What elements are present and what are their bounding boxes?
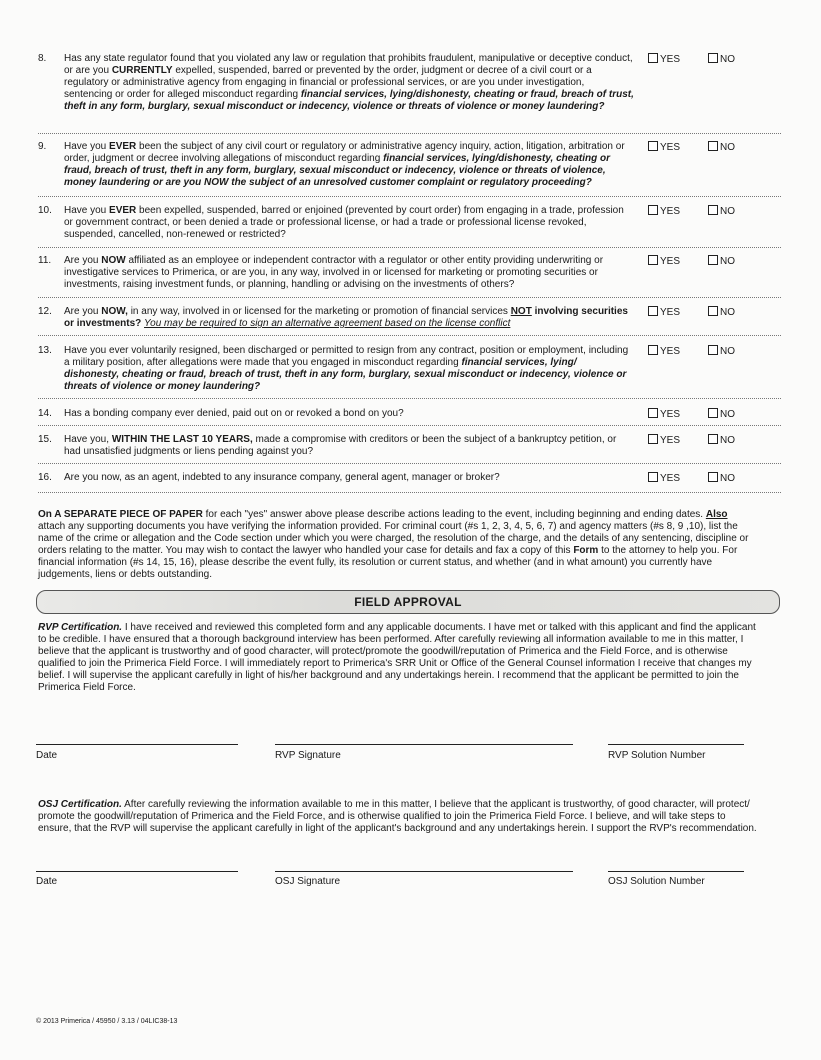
- osj-solution-number-line[interactable]: [608, 871, 744, 872]
- question-text: Are you NOW, in any way, involved in or licensed for the marketing or promotion of financial services NOT involving securities or investments? You may be required to sign an alternative agreement based on the license conflict: [64, 306, 628, 329]
- no-checkbox[interactable]: NO: [708, 434, 735, 447]
- rvp-solution-number-label: RVP Solution Number: [608, 750, 706, 761]
- question-number: 13.: [38, 345, 52, 356]
- osj-date-line[interactable]: [36, 871, 238, 872]
- no-checkbox[interactable]: NO: [708, 408, 735, 421]
- question-number: 14.: [38, 408, 52, 419]
- question-number: 15.: [38, 434, 52, 445]
- rvp-signature-line[interactable]: [275, 744, 573, 745]
- yes-checkbox[interactable]: YES: [648, 345, 680, 358]
- instructions-paragraph: On A SEPARATE PIECE OF PAPER for each "yes" answer above please describe actions leading to the event, including beginning and ending dates. Also attach any supporting documents you have verifying the information provided. For criminal court (#s 1, 2, 3, 4, 5, 6, 7) and agency matters (#s 8, 9 ,10), list the name of the crime or allegation and the Code section under which you were charged, the resolution of the charge, and the details of any sentencing, discipline or orders relating to the matter. You may wish to contact the lawyer who handled your case for details and fax a copy of this Form to the attorney to help you. For financial information (#s 14, 15, 16), please describe the event fully, its resolution or current status, and whether (and in what amount) you currently have judgements, liens or debts outstanding.: [38, 509, 749, 580]
- question-number: 16.: [38, 472, 52, 483]
- question-number: 9.: [38, 141, 47, 152]
- osj-solution-number-label: OSJ Solution Number: [608, 876, 705, 887]
- no-checkbox[interactable]: NO: [708, 141, 735, 154]
- divider: [38, 196, 781, 197]
- osj-certification: OSJ Certification. After carefully reviewing the information available to me in this matter, I believe that the applicant is trustworthy, of good character, will protect/ promote the goodwill/reputation of Primerica and the Field Force, and is otherwise qualified to join the Primerica Field Force. I believe, and will take steps to ensure, that the RVP will supervise the applicant carefully in light of the applicant's background and any undertakings herein. I support the RVP's recommendation.: [38, 799, 757, 834]
- question-number: 12.: [38, 306, 52, 317]
- rvp-date-label: Date: [36, 750, 58, 761]
- rvp-date-line[interactable]: [36, 744, 238, 745]
- rvp-signature-label: RVP Signature: [275, 750, 341, 761]
- yes-checkbox[interactable]: YES: [648, 434, 680, 447]
- question-text: Have you EVER been the subject of any civil court or regulatory or administrative agency inquiry, action, litigation, arbitration or order, judgment or decree involving allegations of misconduct regarding financial services, lying/dishonesty, cheating or fraud, breach of trust, theft in any form, burglary, sexual misconduct or indecency, violence or threats of violence, money laundering or are you NOW the subject of an unresolved customer complaint or regulatory proceeding?: [64, 141, 625, 188]
- question-text: Have you ever voluntarily resigned, been discharged or permitted to resign from any contract, position or employment, including a military position, after allegations were made that you engaged in misconduct regarding financial services, lying/ dishonesty, cheating or fraud, breach of trust, theft in any form, burglary, sexual misconduct or indecency, violence or threats of violence or money laundering?: [64, 345, 629, 392]
- yes-checkbox[interactable]: YES: [648, 306, 680, 319]
- divider: [38, 398, 781, 399]
- question-text: Have you, WITHIN THE LAST 10 YEARS, made a compromise with creditors or been the subject of a bankruptcy petition, or had unsatisfied judgments or liens pending against you?: [64, 434, 617, 457]
- question-text: Have you EVER been expelled, suspended, barred or enjoined (prevented by court order) from engaging in a trade, profession or government contract, or been denied a trade or professional license, or had a trade or professional license revoked, suspended, cancelled, non-renewed or restricted?: [64, 205, 624, 240]
- divider: [38, 247, 781, 248]
- copyright-footer: © 2013 Primerica / 45950 / 3.13 / 04LIC38-13: [36, 1018, 178, 1025]
- no-checkbox[interactable]: NO: [708, 255, 735, 268]
- osj-signature-label: OSJ Signature: [275, 876, 341, 887]
- no-checkbox[interactable]: NO: [708, 205, 735, 218]
- divider: [38, 492, 781, 493]
- no-checkbox[interactable]: NO: [708, 345, 735, 358]
- question-number: 10.: [38, 205, 52, 216]
- yes-checkbox[interactable]: YES: [648, 472, 680, 485]
- divider: [38, 425, 781, 426]
- divider: [38, 133, 781, 134]
- question-text: Are you now, as an agent, indebted to any insurance company, general agent, manager or broker?: [64, 472, 500, 483]
- no-checkbox[interactable]: NO: [708, 306, 735, 319]
- yes-checkbox[interactable]: YES: [648, 205, 680, 218]
- osj-signature-line[interactable]: [275, 871, 573, 872]
- divider: [38, 463, 781, 464]
- divider: [38, 335, 781, 336]
- yes-checkbox[interactable]: YES: [648, 255, 680, 268]
- question-number: 11.: [38, 255, 52, 266]
- rvp-certification: RVP Certification. I have received and reviewed this completed form and any applicable documents. I have met or talked with this applicant and find the applicant to be credible. I have ensured that a thorough background interview has been performed. After carefully reviewing all information available to me in this matter, I believe that the applicant is trustworthy and of good character, will protect/promote the goodwill/reputation of Primerica and the Field Force, and is otherwise qualified to join the Primerica Field Force. I will immediately report to Primerica's SRR Unit or Office of the General Counsel information I receive that changes my belief. I will supervise the applicant carefully in light of his/her background and any undertakings herein. I recommend that the applicant be permitted to join the Primerica Field Force.: [38, 622, 756, 693]
- question-text: Has any state regulator found that you violated any law or regulation that prohibits fraudulent, manipulative or deceptive conduct, or are you CURRENTLY expelled, suspended, barred or prevented by the order, judgment or decree of a civil court or a regulatory or administrative agency from engaging in financial or professional services, or are you under investigation, sentencing or order for alleged misconduct regarding financial services, lying/dishonesty, cheating or fraud, breach of trust, theft in any form, burglary, sexual misconduct or indecency, violence or threats of violence or money laundering?: [64, 53, 634, 112]
- question-text: Has a bonding company ever denied, paid out on or revoked a bond on you?: [64, 408, 404, 419]
- osj-date-label: Date: [36, 876, 58, 887]
- yes-checkbox[interactable]: YES: [648, 141, 680, 154]
- rvp-solution-number-line[interactable]: [608, 744, 744, 745]
- field-approval-banner: [36, 590, 780, 614]
- no-checkbox[interactable]: NO: [708, 53, 735, 66]
- question-text: Are you NOW affiliated as an employee or independent contractor with a regulator or other entity providing underwriting or investigative services to Primerica, or are you, in any way, involved in or licensed for marketing or promoting securities or investments, raising investment funds, or planning, handling or advising on the investments of others?: [64, 255, 604, 290]
- banner-title: FIELD APPROVAL: [354, 595, 462, 609]
- no-checkbox[interactable]: NO: [708, 472, 735, 485]
- question-number: 8.: [38, 53, 47, 64]
- divider: [38, 297, 781, 298]
- yes-checkbox[interactable]: YES: [648, 408, 680, 421]
- yes-checkbox[interactable]: YES: [648, 53, 680, 66]
